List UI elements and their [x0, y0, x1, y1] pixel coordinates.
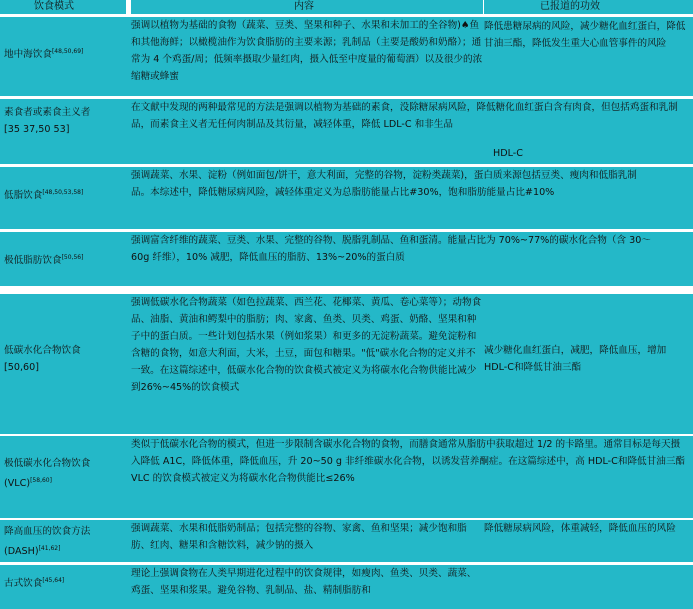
- benefit-text: 减少糖化血红蛋白，减肥，降低血压，增加 HDL-C和降低甘油三酯: [484, 345, 667, 373]
- content-text: 理论上强调食物在人类早期进化过程中的饮食规律，如瘦肉、鱼类、贝类、蔬菜、鸡蛋、坚果和浆果。避免谷物、乳制品、盐、精制脂肪和: [131, 568, 477, 596]
- diet-name-cell: [4, 167, 126, 229]
- diet-name-cell: [4, 17, 126, 96]
- content-text: 类似于低碳水化合物的模式，但进一步限制含碳水化合物的食物，而膳食通常从脂肪中获取超过 1/2 的卡路里。通常目标是每天摄入降低 A1C，降低体重，降低血压，升 20~50 g 非纤维碳水化合物，以诱发营养酮症。在这篇综述中，高 HDL-C和降低甘油三酯 VLC 的饮食模式被定义为将碳水化合物供能比≤26%: [131, 439, 686, 484]
- table-row-very-low-carb: [0, 436, 693, 518]
- table-row-very-low-fat: [0, 232, 693, 286]
- content-cell: [131, 565, 481, 609]
- row-label-vlc: [4, 472, 126, 492]
- content-text: 强调低碳水化合物蔬菜（如色拉蔬菜、西兰花、花椰菜、黄瓜、卷心菜等）；动物食品、油脂、黄油和鳄梨中的脂肪；肉、家禽、鱼类、贝类、鸡蛋、奶酪、坚果和种子中的蛋白质。一些计划包括水果（例如浆果）和更多的无淀粉蔬菜。避免淀粉和含糖的食物，如意大利面，大米，土豆，面包和糖果。"低"碳水化合物的定义并不一致。在这篇综述中，低碳水化合物的饮食模式被定义为将碳水化合物供能比减少到26%~45%的饮食模式: [131, 297, 482, 393]
- reference: [50,56]: [61, 254, 84, 261]
- table-row-low-carb: [0, 294, 693, 434]
- content-text: 强调蔬菜、水果和低脂奶制品；包括完整的谷物、家禽、鱼和坚果；减少饱和脂肪、红肉、糖果和含糖饮料，减少钠的摄入: [131, 523, 467, 551]
- table-row-low-fat: [0, 167, 693, 229]
- reference: [35 37,50 53]: [4, 124, 70, 135]
- vlc-abbr: (VLC): [4, 478, 31, 490]
- table-row-vegetarian: [0, 99, 693, 164]
- content-cell: [131, 232, 651, 286]
- benefit-cell: [484, 17, 691, 96]
- table-row-dash: [0, 520, 693, 562]
- diet-name: 低脂饮食: [4, 190, 43, 202]
- diet-name-cell: [4, 294, 114, 434]
- benefit-cell: [484, 294, 691, 434]
- benefit-text: 降低患糖尿病的风险，减少糖化血红蛋白，降低甘油三酯，降低发生重大心血管事件的风险: [484, 21, 686, 49]
- benefit-cell: [493, 145, 693, 164]
- diet-name: 地中海饮食: [4, 49, 52, 61]
- reference: [41,62]: [38, 545, 61, 552]
- diet-name: 低碳水化合物饮食: [4, 345, 81, 356]
- reference: [58,60]: [30, 477, 52, 484]
- content-cell: [131, 167, 651, 229]
- reference: [48,50,69]: [51, 48, 84, 55]
- dash-abbr: (DASH): [4, 546, 39, 558]
- content-cell: [131, 436, 686, 518]
- content-cell: [131, 17, 483, 96]
- content-cell: [131, 520, 483, 562]
- content-cell: [131, 294, 483, 434]
- diet-name-cell: [4, 99, 126, 164]
- reference: [45,64]: [42, 577, 65, 584]
- header-benefits: 已报道的功效: [540, 1, 600, 12]
- table-row-paleo: [0, 565, 693, 609]
- reference: [48,50,53,58]: [42, 189, 84, 196]
- diet-name-cell: [4, 232, 126, 286]
- diet-name-cell: [4, 565, 126, 609]
- row-label-dash: [4, 540, 126, 560]
- benefit-cell: [484, 520, 691, 562]
- reference: [50,60]: [4, 362, 39, 373]
- benefit-text: HDL-C: [493, 148, 523, 159]
- row-divider: [0, 286, 693, 294]
- diet-name: 极低脂肪饮食: [4, 255, 62, 267]
- header-content: 内容: [294, 1, 314, 12]
- table-row-mediterranean: [0, 17, 693, 96]
- diet-name: 降高血压的饮食方法: [4, 526, 91, 537]
- diet-name-cell: [4, 436, 126, 518]
- content-text: 在文献中发现的两种最常见的方法是强调以植物为基础的素食，没除糖尿病风险，降低糖化血红蛋白含有肉食，但包括鸡蛋和乳制品，而素食主义者无任何肉制品及其衍量，减轻体重，降低 LDL-C 和非生品: [131, 102, 678, 130]
- diet-name: 古式饮食: [4, 578, 43, 590]
- diet-name: 极低碳水化合物饮食: [4, 458, 91, 469]
- content-text: 强调以植物为基础的食物（蔬菜、豆类、坚果和种子、水果和未加工的全谷物)♠鱼和其他海鲜；以橄榄油作为饮食脂肪的主要来源；乳制品（主要是酸奶和奶酪）；通常为 4 个鸡蛋/周；低频率摄取少量红肉，摄入低至中度量的葡萄酒）以及很少的浓缩糖或蜂蜜: [131, 20, 483, 82]
- diet-name: 素食者或素食主义者: [4, 107, 91, 118]
- content-text: 强调蔬菜、水果、淀粉（例如面包/饼干，意大利面，完整的谷物，淀粉类蔬菜)，蛋白质来源包括豆类、瘦肉和低脂乳制品。本综述中，降低糖尿病风险，减轻体重定义为总脂肪能量占比#30%，饱和脂肪能量占比#10%: [131, 170, 637, 198]
- header-diet-pattern: 饮食模式: [34, 1, 74, 12]
- benefit-text: 降低糖尿病风险，体重减轻，降低血压的风险: [484, 523, 676, 534]
- content-text: 强调富含纤维的蔬菜、豆类、水果、完整的谷物、脱脂乳制品、鱼和蛋清。能量占比为 70%~77%的碳水化合物（含 30～60g 纤维），10% 减肥，降低血压的脂肪、13%~20%的蛋白质: [131, 235, 651, 263]
- diet-name-cell: [4, 520, 126, 562]
